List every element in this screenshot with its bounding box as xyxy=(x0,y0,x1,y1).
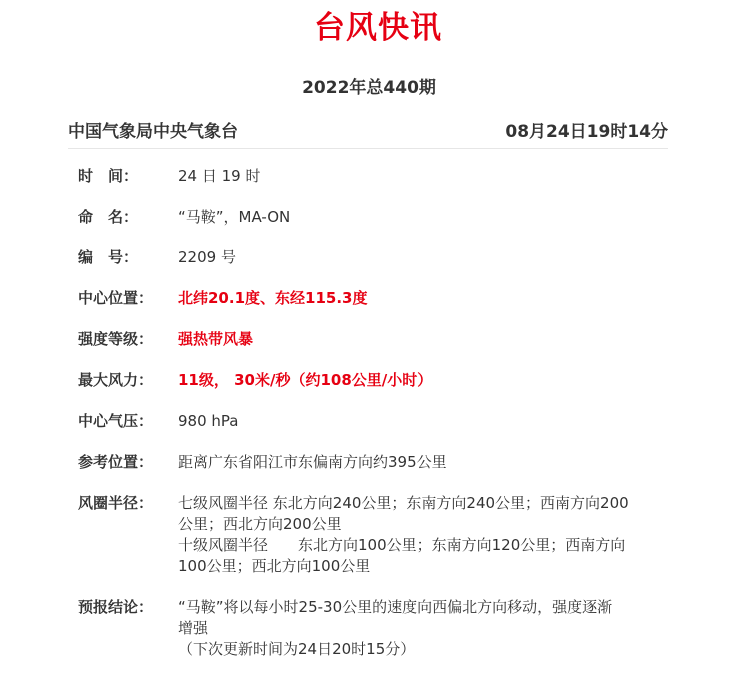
radius-line: 七级风圈半径 东北方向240公里；东南方向240公里；西南方向200 xyxy=(178,494,629,512)
bulletin-header xyxy=(68,120,668,146)
field-center-label: 中心位置： xyxy=(78,289,154,307)
header-divider xyxy=(68,148,668,149)
field-radius-value xyxy=(178,493,663,577)
forecast-line: 增强 xyxy=(178,619,209,637)
field-number-value: 2209 号 xyxy=(178,248,236,266)
field-name-label: 命 名： xyxy=(78,208,139,226)
field-pressure-label: 中心气压： xyxy=(78,412,154,430)
field-center-value: 北纬20.1度、东经115.3度 xyxy=(178,289,368,307)
field-intensity-value: 强热带风暴 xyxy=(178,330,254,348)
field-time-label: 时 间： xyxy=(78,167,139,185)
field-reference-value: 距离广东省阳江市东偏南方向约395公里 xyxy=(178,453,447,471)
field-reference-label: 参考位置： xyxy=(78,453,154,471)
field-pressure-value: 980 hPa xyxy=(178,412,239,430)
radius-line: 100公里；西北方向100公里 xyxy=(178,557,371,575)
field-radius-label: 风圈半径： xyxy=(78,494,154,512)
field-forecast-value xyxy=(178,597,663,660)
field-number-label: 编 号： xyxy=(78,248,139,266)
issuing-organization: 中国气象局中央气象台 xyxy=(68,122,238,142)
field-max-wind-value: 11级， 30米/秒（约108公里/小时） xyxy=(178,371,433,389)
radius-line: 公里；西北方向200公里 xyxy=(178,515,342,533)
issue-time: 08月24日19时14分 xyxy=(505,122,668,142)
field-name-value: “马鞍”，MA-ON xyxy=(178,208,291,226)
field-max-wind-label: 最大风力： xyxy=(78,371,154,389)
issue-number: 2022年总440期 xyxy=(302,78,436,98)
field-forecast-label: 预报结论： xyxy=(78,598,154,616)
page-title: 台风快讯 xyxy=(314,10,442,46)
forecast-line: “马鞍”将以每小时25-30公里的速度向西偏北方向移动，强度逐渐 xyxy=(178,598,613,616)
forecast-line: （下次更新时间为24日20时15分） xyxy=(178,640,416,658)
field-intensity-label: 强度等级： xyxy=(78,330,154,348)
field-time-value: 24 日 19 时 xyxy=(178,167,261,185)
radius-line: 十级风圈半径 东北方向100公里；东南方向120公里；西南方向 xyxy=(178,536,626,554)
